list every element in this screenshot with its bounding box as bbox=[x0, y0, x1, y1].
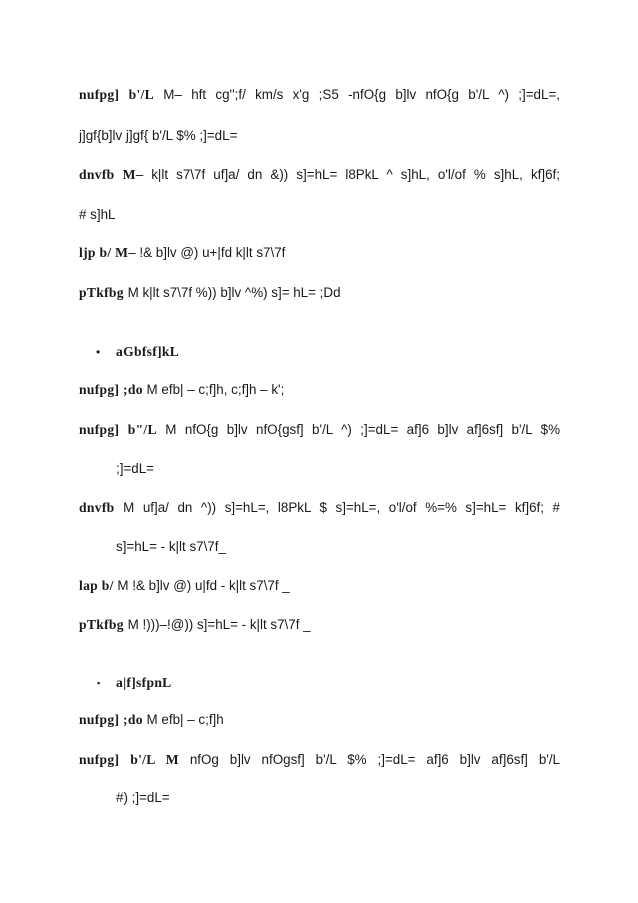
square-bullet-icon: ▪ bbox=[97, 678, 101, 688]
term-label: nufpg] b"/L bbox=[79, 422, 157, 437]
line-text: – !& b]lv @) u+|fd k|lt s7\7f bbox=[128, 245, 286, 260]
line-text: M k|lt s7\7f %)) b]lv ^%) s]= hL= ;Dd bbox=[123, 285, 341, 300]
text-line bbox=[79, 577, 560, 595]
term-label: nufpg] ;do bbox=[79, 382, 143, 397]
term-label: ljp b/ M bbox=[79, 245, 129, 260]
line-text: M efb| – c;f]h, c;f]h – k'; bbox=[142, 382, 285, 397]
text-line bbox=[79, 244, 560, 262]
text-line bbox=[79, 499, 560, 517]
term-label: pTkfbg bbox=[79, 617, 124, 632]
line-text: #) ;]=dL= bbox=[116, 790, 170, 805]
line-text: M nfO{g b]lv nfO{gsf] b'/L ^) ;]=dL= af]6 b]lv af]6sf] b'/L $% bbox=[156, 422, 560, 437]
term-label: dnvfb bbox=[79, 500, 115, 515]
line-text: M !& b]lv @) u|fd - k|lt s7\7f _ bbox=[113, 578, 290, 593]
text-line bbox=[79, 284, 560, 302]
term-label: nufpg] ;do bbox=[79, 712, 143, 727]
text-line bbox=[79, 616, 560, 634]
term-label: lap b/ bbox=[79, 578, 114, 593]
line-text: s]=hL= - k|lt s7\7f_ bbox=[116, 539, 226, 554]
text-line bbox=[116, 538, 560, 556]
text-line bbox=[79, 206, 560, 224]
term-label: nufpg] b'/L bbox=[79, 87, 154, 102]
term-label: pTkfbg bbox=[79, 285, 124, 300]
line-text: M uf]a/ dn ^)) s]=hL=, l8PkL $ s]=hL=, o'l/of %=% s]=hL= kf]6f; # bbox=[114, 500, 560, 515]
text-line bbox=[79, 166, 560, 184]
text-line bbox=[79, 381, 560, 399]
text-line bbox=[79, 421, 560, 439]
text-line bbox=[79, 751, 560, 769]
line-text: nfOg b]lv nfOgsf] b'/L $% ;]=dL= af]6 b]lv af]6sf] b'/L bbox=[178, 752, 560, 767]
term-label: nufpg] b'/L M bbox=[79, 752, 179, 767]
text-line bbox=[79, 127, 560, 145]
line-text: M !)))–!@)) s]=hL= - k|lt s7\7f _ bbox=[123, 617, 311, 632]
line-text: # s]hL bbox=[79, 207, 116, 222]
bullet-heading: aGbfsf]kL bbox=[116, 344, 180, 359]
text-line bbox=[79, 86, 560, 104]
term-label: dnvfb M bbox=[79, 167, 136, 182]
text-line bbox=[116, 460, 560, 478]
bullet-heading: a|f]sfpnL bbox=[116, 675, 172, 690]
line-text: j]gf{b]lv j]gf{ b'/L $% ;]=dL= bbox=[79, 128, 238, 143]
text-line bbox=[79, 711, 560, 729]
bullet-icon: • bbox=[96, 345, 101, 359]
line-text: M efb| – c;f]h bbox=[142, 712, 224, 727]
line-text: – k|lt s7\7f uf]a/ dn &)) s]=hL= l8PkL ^ s]hL, o'l/of % s]hL, kf]6f; bbox=[135, 167, 560, 182]
line-text: M– hft cg'';f/ km/s x'g ;S5 -nfO{g b]lv nfO{g b'/L ^) ;]=dL=, bbox=[154, 87, 560, 102]
line-text: ;]=dL= bbox=[116, 461, 154, 476]
text-line bbox=[116, 789, 560, 807]
